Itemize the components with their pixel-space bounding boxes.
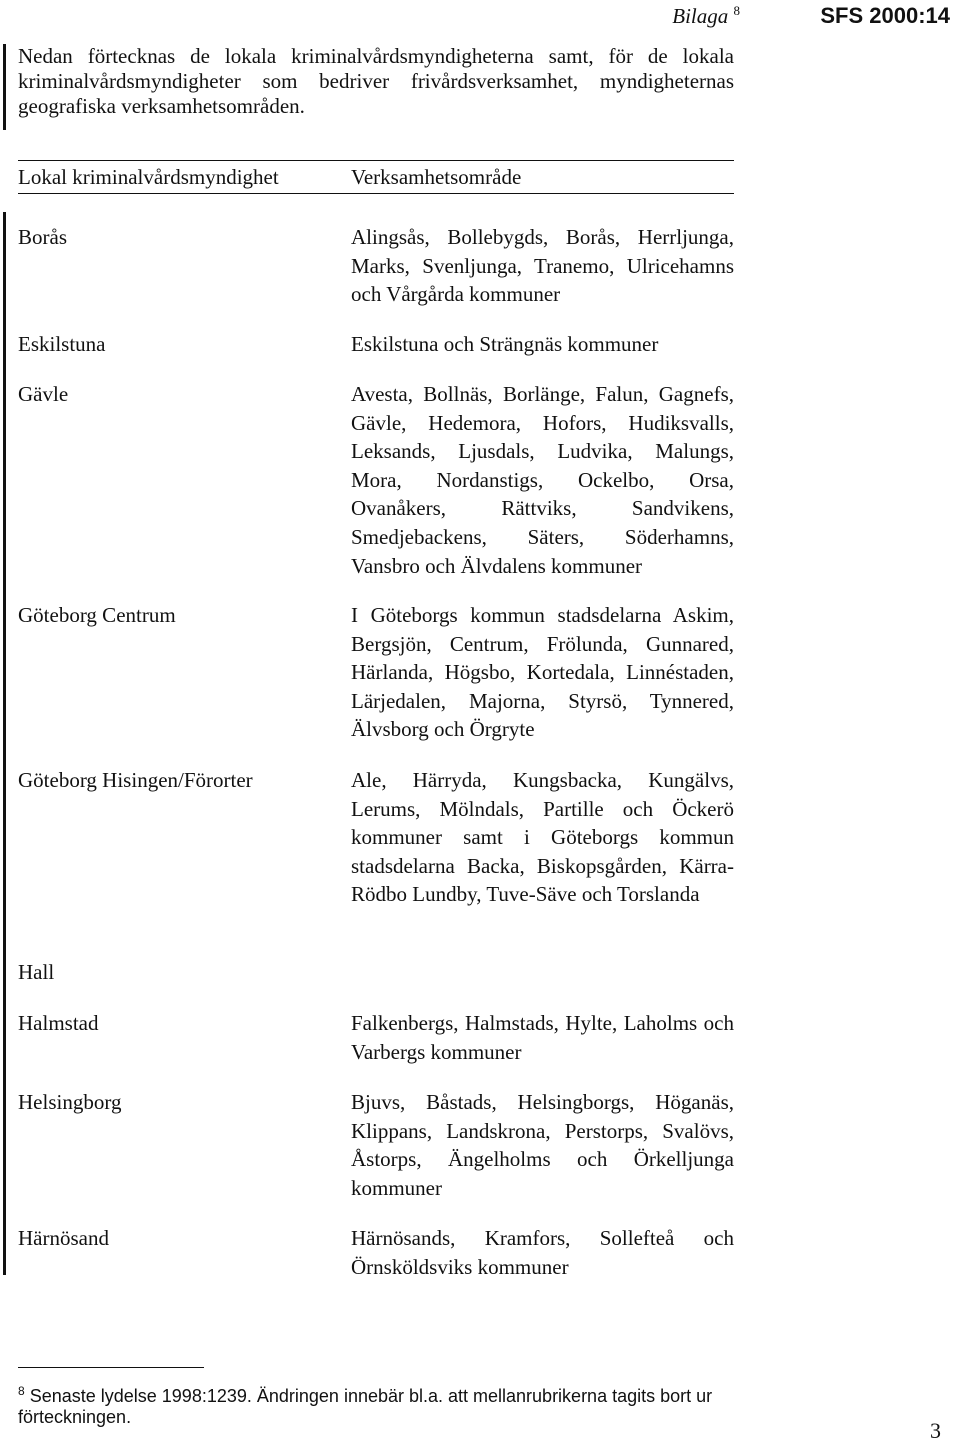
operating-area: Eskilstuna och Strängnäs kommuner bbox=[351, 332, 659, 356]
appendix-label: Bilaga $^8$ bbox=[672, 3, 740, 28]
authority-name: Eskilstuna bbox=[18, 332, 106, 356]
authority-name: Hall bbox=[18, 960, 55, 984]
change-bar-table bbox=[3, 212, 6, 1275]
authority-name: Borås bbox=[18, 225, 67, 249]
footnote-mark: 8 bbox=[18, 1384, 25, 1398]
operating-area: Avesta, Bollnäs, Borlänge, Falun, Gagnefs, Gävle, Hedemora, Hofors, Hudiksvalls, Leksands, Ljusdals, Ludvika, Malungs, Mora, Nordanstigs, Ockelbo, Orsa, Ovanåkers, Rättviks, Sandvikens, Smedjebackens, Säters, Söderhamns, Vansbro och Älvdalens kommuner bbox=[351, 382, 734, 578]
change-bar-intro bbox=[3, 44, 6, 130]
operating-area: Ale, Härryda, Kungsbacka, Kungälvs, Lerums, Mölndals, Partille och Öckerö kommuner samt i Göteborgs kommun stadsdelarna Backa, Biskopsgården, Kärra-Rödbo Lundby, Tuve-Säve och Torslanda bbox=[351, 768, 734, 907]
authority-name: Göteborg Centrum bbox=[18, 603, 176, 627]
authority-name: Göteborg Hisingen/Förorter bbox=[18, 768, 253, 792]
authority-name: Härnösand bbox=[18, 1226, 109, 1250]
page-number: 3 bbox=[930, 1418, 941, 1443]
sfs-number: SFS 2000:14 bbox=[820, 3, 950, 28]
operating-area: Bjuvs, Båstads, Helsingborgs, Höganäs, Klippans, Landskrona, Perstorps, Svalövs, Åstorps, Ängelholms och Örkelljunga kommuner bbox=[351, 1090, 734, 1200]
table-top-rule bbox=[18, 160, 734, 161]
column-header-authority: Lokal kriminalvårdsmyndighet bbox=[18, 165, 279, 189]
operating-area: I Göteborgs kommun stadsdelarna Askim, Bergsjön, Centrum, Frölunda, Gunnared, Härlanda, Högsbo, Kortedala, Linnéstaden, Lärjedalen, Majorna, Styrsö, Tynnered, Älvsborg och Örgryte bbox=[351, 603, 734, 742]
footnote-text: Senaste lydelse 1998:1239. Ändringen innebär bl.a. att mellanrubrikerna tagits bort ur förteckningen. bbox=[18, 1386, 713, 1427]
authority-name: Helsingborg bbox=[18, 1090, 122, 1114]
column-header-area: Verksamhetsområde bbox=[351, 165, 522, 189]
authority-name: Gävle bbox=[18, 382, 69, 406]
footnote bbox=[18, 1386, 734, 1428]
footnote-separator bbox=[18, 1367, 204, 1368]
operating-area: Härnösands, Kramfors, Sollefteå och Örnsköldsviks kommuner bbox=[351, 1226, 734, 1279]
authority-name: Halmstad bbox=[18, 1011, 99, 1035]
table-header-rule bbox=[18, 193, 734, 194]
operating-area: Alingsås, Bollebygds, Borås, Herrljunga, Marks, Svenljunga, Tranemo, Ulricehamns och Vårgårda kommuner bbox=[351, 225, 734, 307]
intro-paragraph: Nedan förtecknas de lokala kriminalvårdsmyndigheterna samt, för de lokala kriminalvårdsmyndigheter som bedriver frivårdsverksamhet, myndigheternas geografiska verksamhetsområden. bbox=[18, 44, 734, 118]
operating-area: Falkenbergs, Halmstads, Hylte, Laholms och Varbergs kommuner bbox=[351, 1011, 734, 1064]
appendix-footnote-mark: 8 bbox=[733, 3, 740, 18]
